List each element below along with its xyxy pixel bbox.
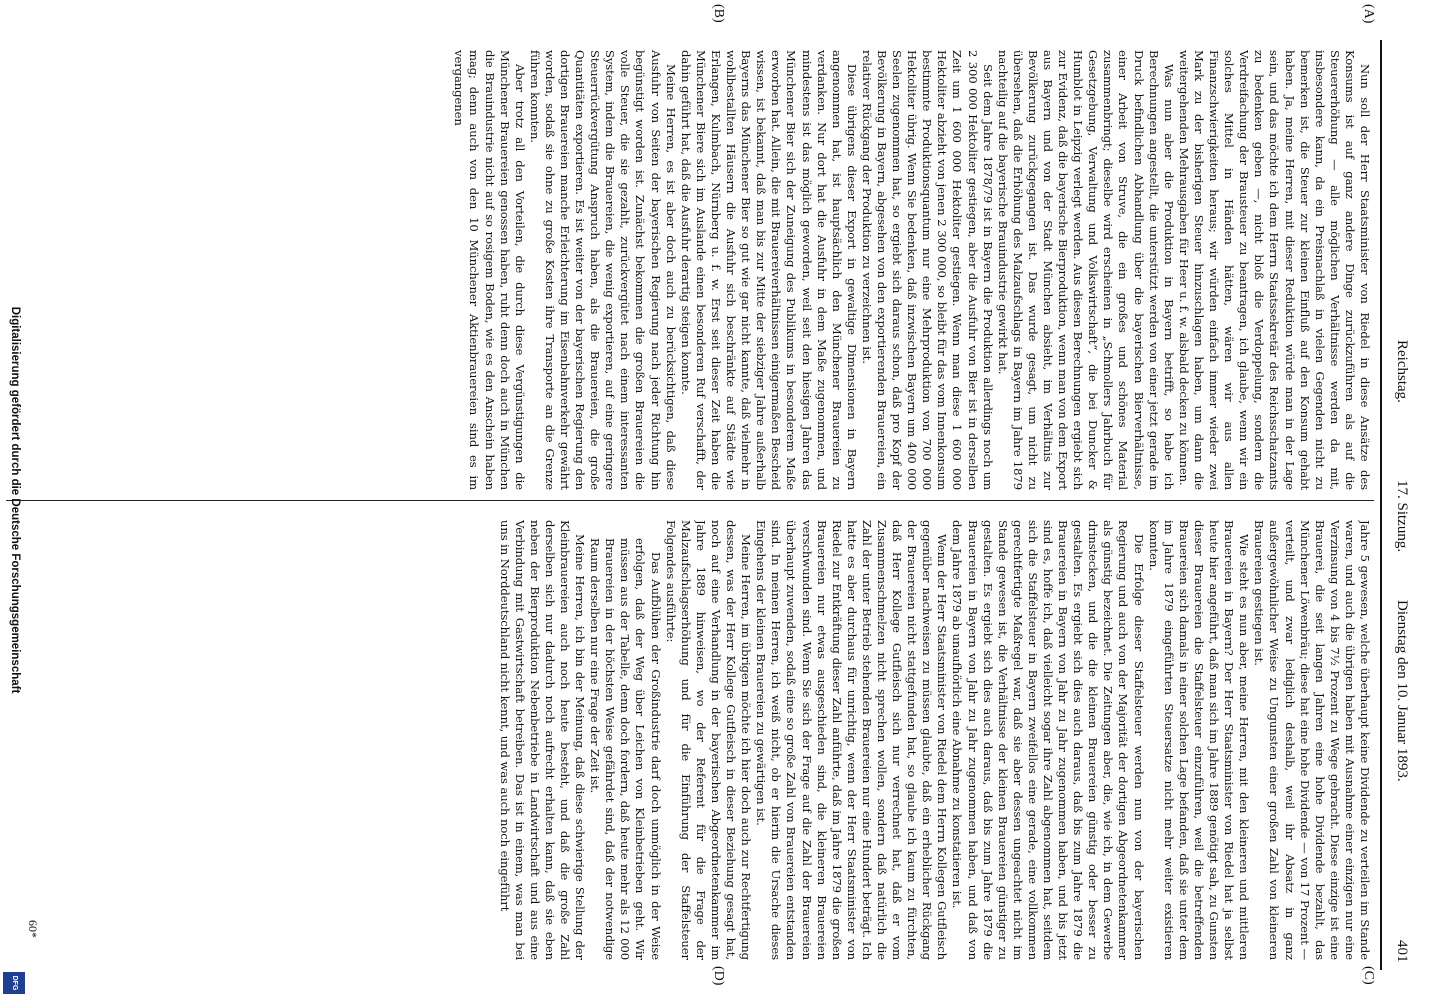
left-paragraph: Seit dem Jahre 1878/79 ist in Bayern die Produktion allerdings noch um 2 300 000 Hektoliter gestiegen, aber die Ausfuhr von Bier ist in derselben Zeit um 1 600 000 Hektoliter gestiegen. Wenn man diese 1 600 000 Hektoliter abzieht von jenen 2 300 000, so bleibt für das vom Innenkonsum bestimmte Produktionsquantum nur eine Mehrproduktion von 700 000 Hektoliter übrig. Wenn Sie bedenken, daß inzwischen Bayern um 400 000 Seelen zugenommen hat, so ergiebt sich daraus schon, daß pro Kopf der Bevölkerung in Bayern, abgesehen von den exportierenden Brauereien, ein relativer Rückgang der Produktion zu verzeichnen ist. <box>859 50 995 490</box>
right-paragraph: Meine Herren, ich bin der Meinung, daß diese schwierige Stellung der Kleinbrauereien auch noch heute besteht, und daß die große Zahl derselben sich nur dadurch noch aufrecht erhalten kann, daß sie eben neben der Bierproduktion Nebenbetriebe in Landwirtschaft und aus eine Verbindung mit Gastwirtschaft betreiben. Das ist in einem, was man bei uns in Norddeutschland nicht kennt, und was auch noch eingeführt <box>497 520 588 960</box>
left-paragraph: Aber trotz all den Vorteilen, die durch diese Vergünstigungen die Münchener Brauereien genossen haben, ruht denn doch auch in München die Brauindustrie nicht auf so rosigem Boden, wie es den Anschein haben mag; denn auch von den 10 Münchener Aktienbrauereien sind es im vergangenen <box>452 50 527 490</box>
sheet-signature: 60* <box>26 920 40 938</box>
column-divider <box>6 500 1374 501</box>
left-paragraph: Was nun aber die Produktion in Bayern betrifft, so habe ich Berechnungen angestellt, die unterstützt werden von einer jetzt gerade im Druck befindlichen Abhandlung über die bayerischen Bierverhältnisse, einer Arbeit von Struve, die ein großes und schönes Material zusammenbringt; dieselbe wird erscheinen in „Schmollers Jahrbuch für Gesetzgebung, Verwaltung und Volkswirtschaft“, die bei Duncker & Humblot in Leipzig verlegt werden. Aus diesen Berechnungen ergiebt sich zur Evidenz, daß die bayerische Bierproduktion, wenn man von dem Export aus Bayern und von der Stadt München absieht, im Verhältnis zur Bevölkerung zurückgegangen ist. Das wurde gesagt, um nicht zu übersehen, daß die Erhöhung des Malzaufschlags in Bayern im Jahre 1879 nachteilig auf die bayerische Brauindustrie gewirkt hat. <box>995 50 1176 490</box>
left-paragraph: Nun soll der Herr Staatsminister von Riedel in diese Ansätze des Konsums ist auf ganz andere Dinge zurückzuführen als auf die Steuererhöhung — alle möglichen Verhältnisse werden da mit, insbesondere kann, da ein Preisnachlaß in vielen Gegenden nicht zu bemerken ist, die Steuer zur kleinen Einfluß auf den Konsum gehabt haben. Ja, meine Herren, mit dieser Reduktion würde man in der Lage sein, und das möchte ich dem Herrn Staatssekretär des Reichsschatzamts zu bedenken geben —, nicht bloß die Verdoppelung, sondern die Verdreifachung der Brausteuer zu beantragen, ich glaube, wenn wir ein solches Mittel in Händen hätten, wären wir aus allen Finanzschwierigkeiten heraus; wir würden einfach immer wieder zwei Mark zu der bisherigen Steuer hinzuschlagen haben, um dann die weitergehenden Mehrausgaben für Heer u. f. w. alsbald decken zu können. <box>1176 50 1372 490</box>
margin-marker-b: (B) <box>711 4 726 23</box>
right-paragraph: Jahre 5 gewesen, welche überhaupt keine Dividende zu verteilen im Stande waren, und auch die übrigen haben mit Ausnahme einer einzigen nur eine Verzinsung von 4 bis 7½ Prozent zu Wege gebracht. Diese einzige ist eine Brauerei, die seit langen Jahren eine hohe Dividende bezahlt, das Münchener Löwenbräu; diese hat eine hohe Dividende — von 17 Prozent — verteilt, und zwar lediglich deshalb, weil ihr Absatz in ganz außergewöhnlicher Weise zu Ungunsten einer großen Zahl von kleineren Brauereien gestiegen ist. <box>1252 520 1372 960</box>
header-date: Dienstag den 10. Januar 1893. <box>1394 600 1410 782</box>
header-section: Reichstag. <box>1394 340 1410 403</box>
right-paragraph: Wie steht es nun aber, meine Herren, mit den kleineren und mittleren Brauereien in Bayern? Der Herr Staatsminister von Riedel hat ja selbst heute hier angeführt, daß man sich im Jahre 1889 genötigt sah, zu Gunsten dieser Brauereien die Staffelsteuer einzuführen, weil die betreffenden Brauereien sich damals in einer solchen Lage befanden, daß sie unter dem im Jahre 1879 eingeführten Steuersatze nicht mehr weiter existieren konnten. <box>1146 520 1252 960</box>
left-paragraph: Meine Herren, es ist aber doch auch zu berücksichtigen, daß diese Ausfuhr von Seiten der bayerischen Regierung nach jeder Richtung hin begünstigt worden ist. Zunächst bekommen die großen Brauereien die volle Steuer, die sie gezahlt, zurückvergütet nach einem interessanten System, indem die Brauereien, die wenig exportieren, auf eine geringere Steuerrückvergütung Anspruch haben, als die Brauereien, die große Quantitäten exportieren. Es ist weiter von der bayerischen Regierung den dortigen Brauereien manche Erleichterung im Eisenbahnverkehr gewährt worden, sodaß sie ohne zu große Kosten ihre Transporte an die Grenze führen konnten. <box>527 50 678 490</box>
left-column <box>12 50 1372 490</box>
left-paragraph: Diese übrigens dieser Export in gewaltige Dimensionen in Bayern angenommen hat, ist hauptsächlich den Münchener Brauereien zu verdanken. Nur dort hat die Ausfuhr in dem Maße zugenommen, und mindestens ist das möglich geworden, weil seit den hiesigen Jahren das Münchener Bier sich der Zuneigung des Publikums in besonderem Maße erworben hat. Allein, die mit Brauereiverhältnissen einigermaßen Bescheid wissen, ist bekannt, daß man bis zur Mitte der siebziger Jahre außerhalb Bayerns das Münchener Bier so gut wie gar nicht kannte, daß vielmehr in wohlbestallten Häusern die Ausfuhr sich beschränkte auf Städte wie Erlangen, Kulmbach, Nürnberg u. f. w. Erst seit dieser Zeit haben die Münchener Biere sich im Auslande einen besonderen Ruf verschafft, der dahin geführt hat, daß die Ausfuhr derartig steigen konnte. <box>678 50 859 490</box>
header-rule <box>1380 40 1382 970</box>
header-session: 17. Sitzung. <box>1394 480 1410 553</box>
margin-marker-c: (C) <box>1361 966 1376 985</box>
margin-marker-d: (D) <box>711 966 726 986</box>
page-header <box>1382 40 1414 970</box>
right-paragraph: Wenn der Herr Staatsminister von Riedel dem Herrn Kollegen Gutfleisch gegenüber nachweisen zu müssen glaubte, daß ein erheblicher Rückgang der Brauereien nicht stattgefunden hat, so glaube ich kaum zu fürchten, daß Herr Kollege Gutfleisch sich nur verrechnet hat, daß er vom Zusammenschmelzen nicht sprechen wollen, sondern daß natürlich die Zahl der unter Betrieb stehenden Brauereien nur eine Hundert beträgt. Ich hatte es aber durchaus für unrichtig, wenn der Herr Staatsminister von Riedel zur Entkräftung dieser Zahl anführte, daß im Jahre 1879 die großen Brauereien nur etwas ausgeschieden sind, die kleineren Brauereien verschwunden sind. Wenn Sie sich der Frage auf die Zahl der Brauereien überhaupt zuwenden, sodaß eine so große Zahl von Brauereien entstanden sind. In meinen Herren, ich weiß nicht, ob er hierin die Ursache dieses Eingehens der kleinen Brauereien zu gewärtigen ist. <box>754 520 950 960</box>
digitization-strip <box>0 0 30 1000</box>
dfg-logo-icon: DFG <box>3 972 25 994</box>
digitization-note: Digitalisierung gefördert durch die Deutsche Forschungsgemeinschaft <box>9 306 21 694</box>
right-quote: Das Aufblühen der Großindustrie darf doch unmöglich in der Weise erfolgen, daß der Weg über Leichen von Kleinbetrieben geht. Wir müssen aus der Tabelle, denn doch fordern, daß heute mehr als 12 000 Brauereien in der höchsten Weise gefährdet sind, daß der notwendige Raum derselben nur eine Frage der Zeit ist. <box>588 538 663 960</box>
right-paragraph: Meine Herren, im übrigen möchte ich hier doch auch zur Rechtfertigung dessen, was der Herr Kollege Gutfleisch in dieser Beziehung gesagt hat, noch auf eine Verhandlung in der bayerischen Abgeordnetenkammer im Jahre 1889 hinweisen, wo der Referent für die Frage der Malzaufschlagserhöhung und für die Einführung der Staffelsteuer Folgendes ausführte: <box>663 520 754 960</box>
margin-marker-a: (A) <box>1361 4 1376 24</box>
right-column <box>12 520 1372 960</box>
right-paragraph: Die Erfolge dieser Staffelsteuer werden nun von der bayerischen Regierung und auch von der Majorität der dortigen Abgeordnetenkammer als günstig bezeichnet. Die Zeitungen aber, die, wie ich, in dem Gewerbe drinstecken, und die die kleinen Brauereien günstig oder besser zu gestalten. Es ergiebt sich dies auch daraus, daß bis zum Jahre 1879 die Brauereien in Bayern von Jahr zu Jahr zugenommen haben, und bis jetzt sind es, hoffe ich, daß vielleicht sogar ihre Zahl abgenommen hat, seitdem sich die Staffelsteuer in Bayern zweifellos eine gerade, eine vollkommen gerechtfertigte Maßregel war, daß sie aber dessen ungeachtet nicht im Stande gewesen ist, die Verhältnisse der kleinen Brauereien günstiger zu gestalten. Es ergiebt sich dies auch daraus, daß bis zum Jahre 1879 die Brauereien in Bayern von Jahr zu Jahr zugenommen haben, und daß von dem Jahre 1879 ab unaufhörlich eine Abnahme zu konstatieren ist. <box>950 520 1146 960</box>
header-page-number: 401 <box>1394 940 1410 963</box>
